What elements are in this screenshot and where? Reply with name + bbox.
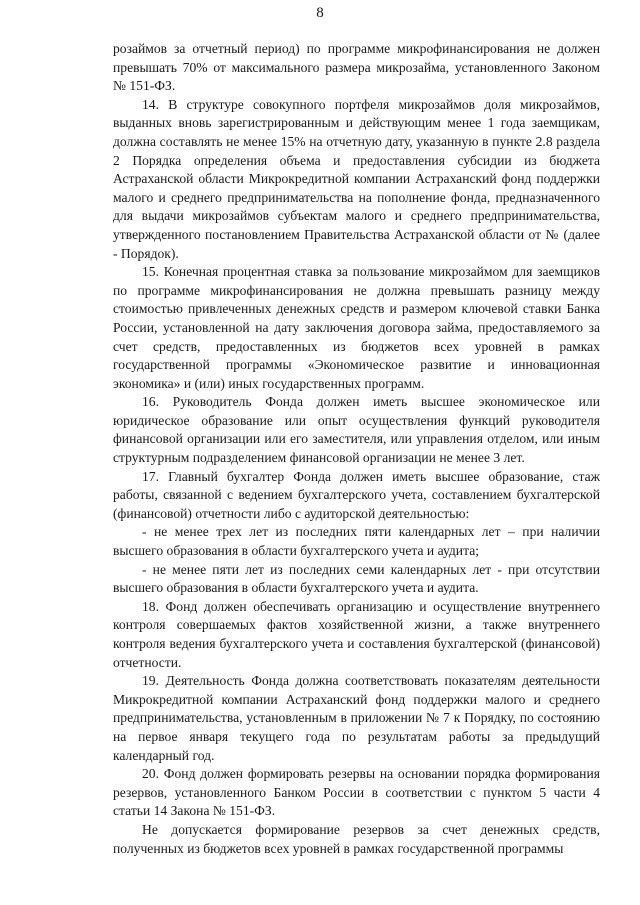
paragraph-20: 20. Фонд должен формировать резервы на основании порядка формирования резервов, установленного Банком России в соответствии с пунктом 5 части 4 статьи 14 Закона № 151-ФЗ.	[113, 766, 600, 819]
page-number: 8	[316, 5, 324, 21]
paragraph-reserves-note: Не допускается формирование резервов за счет денежных средств, полученных из бюджетов всех уровней в рамках государственной программы	[113, 821, 600, 856]
paragraph-19: 19. Деятельность Фонда должна соответствовать показателям деятельности Микрокредитной компании Астраханский фонд поддержки малого и среднего предпринимательства, установленным в приложении № 7 к Порядку, по состоянию на первое января текущего года по результатам работы за предыдущий календарный год.	[113, 673, 600, 763]
paragraph-16: 16. Руководитель Фонда должен иметь высшее экономическое или юридическое образование или опыт осуществления функций руководителя финансовой организации или его заместителя, или управления отделом, или иным структурным подразделением финансовой организации не менее 3 лет.	[113, 394, 600, 466]
paragraph-17-item-2: - не менее пяти лет из последних семи календарных лет - при отсутствии высшего образования в области бухгалтерского учета и аудита.	[113, 561, 600, 596]
paragraph-continuation: розаймов за отчетный период) по программе микрофинансирования не должен превышать 70% от максимального размера микрозайма, установленного Законом № 151-ФЗ.	[113, 41, 600, 94]
paragraph-17: 17. Главный бухгалтер Фонда должен иметь высшее образование, стаж работы, связанной с ведением бухгалтерского учета, составлением бухгалтерской (финансовой) отчетности либо с аудиторской деятельностью:	[113, 468, 600, 521]
paragraph-15: 15. Конечная процентная ставка за пользование микрозаймом для заемщиков по программе микрофинансирования не должна превышать разницу между стоимостью привлеченных денежных средств и размером ключевой ставки Банка России, установленной на дату заключения договора займа, предоставляемого за счет средств, предоставленных из бюджетов всех уровней в рамках государственной программы «Экономическое развитие и инновационная экономика» и (или) иных государственных программ.	[113, 264, 600, 391]
paragraph-14: 14. В структуре совокупного портфеля микрозаймов доля микрозаймов, выданных вновь зарегистрированным и действующим менее 1 года заемщикам, должна составлять не менее 15% на отчетную дату, указанную в пункте 2.8 раздела 2 Порядка определения объема и предоставления субсидии из бюджета Астраханской области Микрокредитной компании Астраханский фонд поддержки малого и среднего предпринимательства на пополнение фонда, предназначенного для выдачи микрозаймов субъектам малого и среднего предпринимательства, утвержденного постановлением Правительства Астраханской области от № (далее - Порядок).	[113, 96, 600, 261]
paragraph-17-item-1: - не менее трех лет из последних пяти календарных лет – при наличии высшего образования в области бухгалтерского учета и аудита;	[113, 524, 600, 559]
paragraph-18: 18. Фонд должен обеспечивать организацию и осуществление внутреннего контроля совершаемых фактов хозяйственной жизни, а также внутреннего контроля ведения бухгалтерского учета и составления бухгалтерской (финансовой) отчетности.	[113, 598, 600, 670]
document-body	[113, 40, 600, 858]
